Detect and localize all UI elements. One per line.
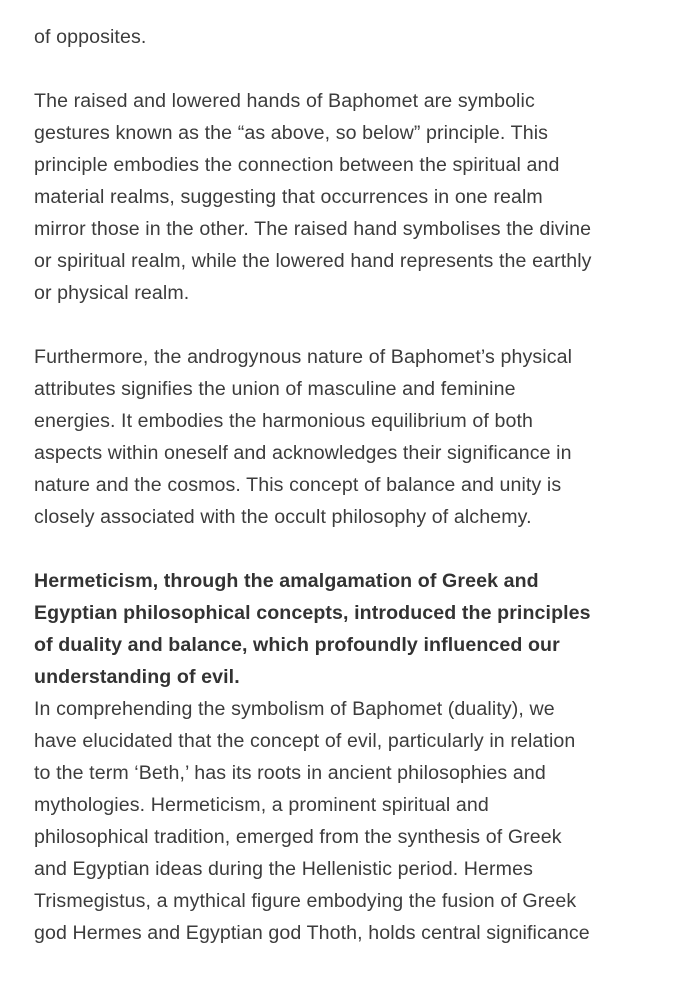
paragraph-baphomet-duality: In comprehending the symbolism of Baphomet (duality), we have elucidated that the concept of evil, particularly in relation to the term ‘Beth,’ has its roots in ancient philosophies and mythologies. Hermeticism, a prominent spiritual and philosophical tradition, emerged from the synthesis of Greek and Egyptian ideas during the Hellenistic period. Hermes Trismegistus, a mythical figure embodying the fusion of Greek god Hermes and Egyptian god Thoth, holds central significance [34,698,590,944]
paragraph-gap [34,309,674,341]
paragraph-hands: The raised and lowered hands of Baphomet are symbolic gestures known as the “as above, so below” principle. This principle embodies the connection between the spiritual and material realms, suggesting that occurrences in one realm mirror those in the other. The raised hand symbolises the divine or spiritual realm, while the lowered hand represents the earthly or physical realm. [34,90,592,304]
section-heading-hermeticism: Hermeticism, through the amalgamation of Greek and Egyptian philosophical concepts, introduced the principles of duality and balance, which profoundly influenced our understanding of evil. [34,570,591,688]
paragraph-gap [34,53,674,85]
paragraph-gap [34,533,674,565]
article-body [34,21,674,949]
paragraph-androgynous: Furthermore, the androgynous nature of Baphomet’s physical attributes signifies the union of masculine and feminine energies. It embodies the harmonious equilibrium of both aspects within oneself and acknowledges their significance in nature and the cosmos. This concept of balance and unity is closely associated with the occult philosophy of alchemy. [34,346,573,528]
paragraph-opposites: of opposites. [34,26,147,48]
